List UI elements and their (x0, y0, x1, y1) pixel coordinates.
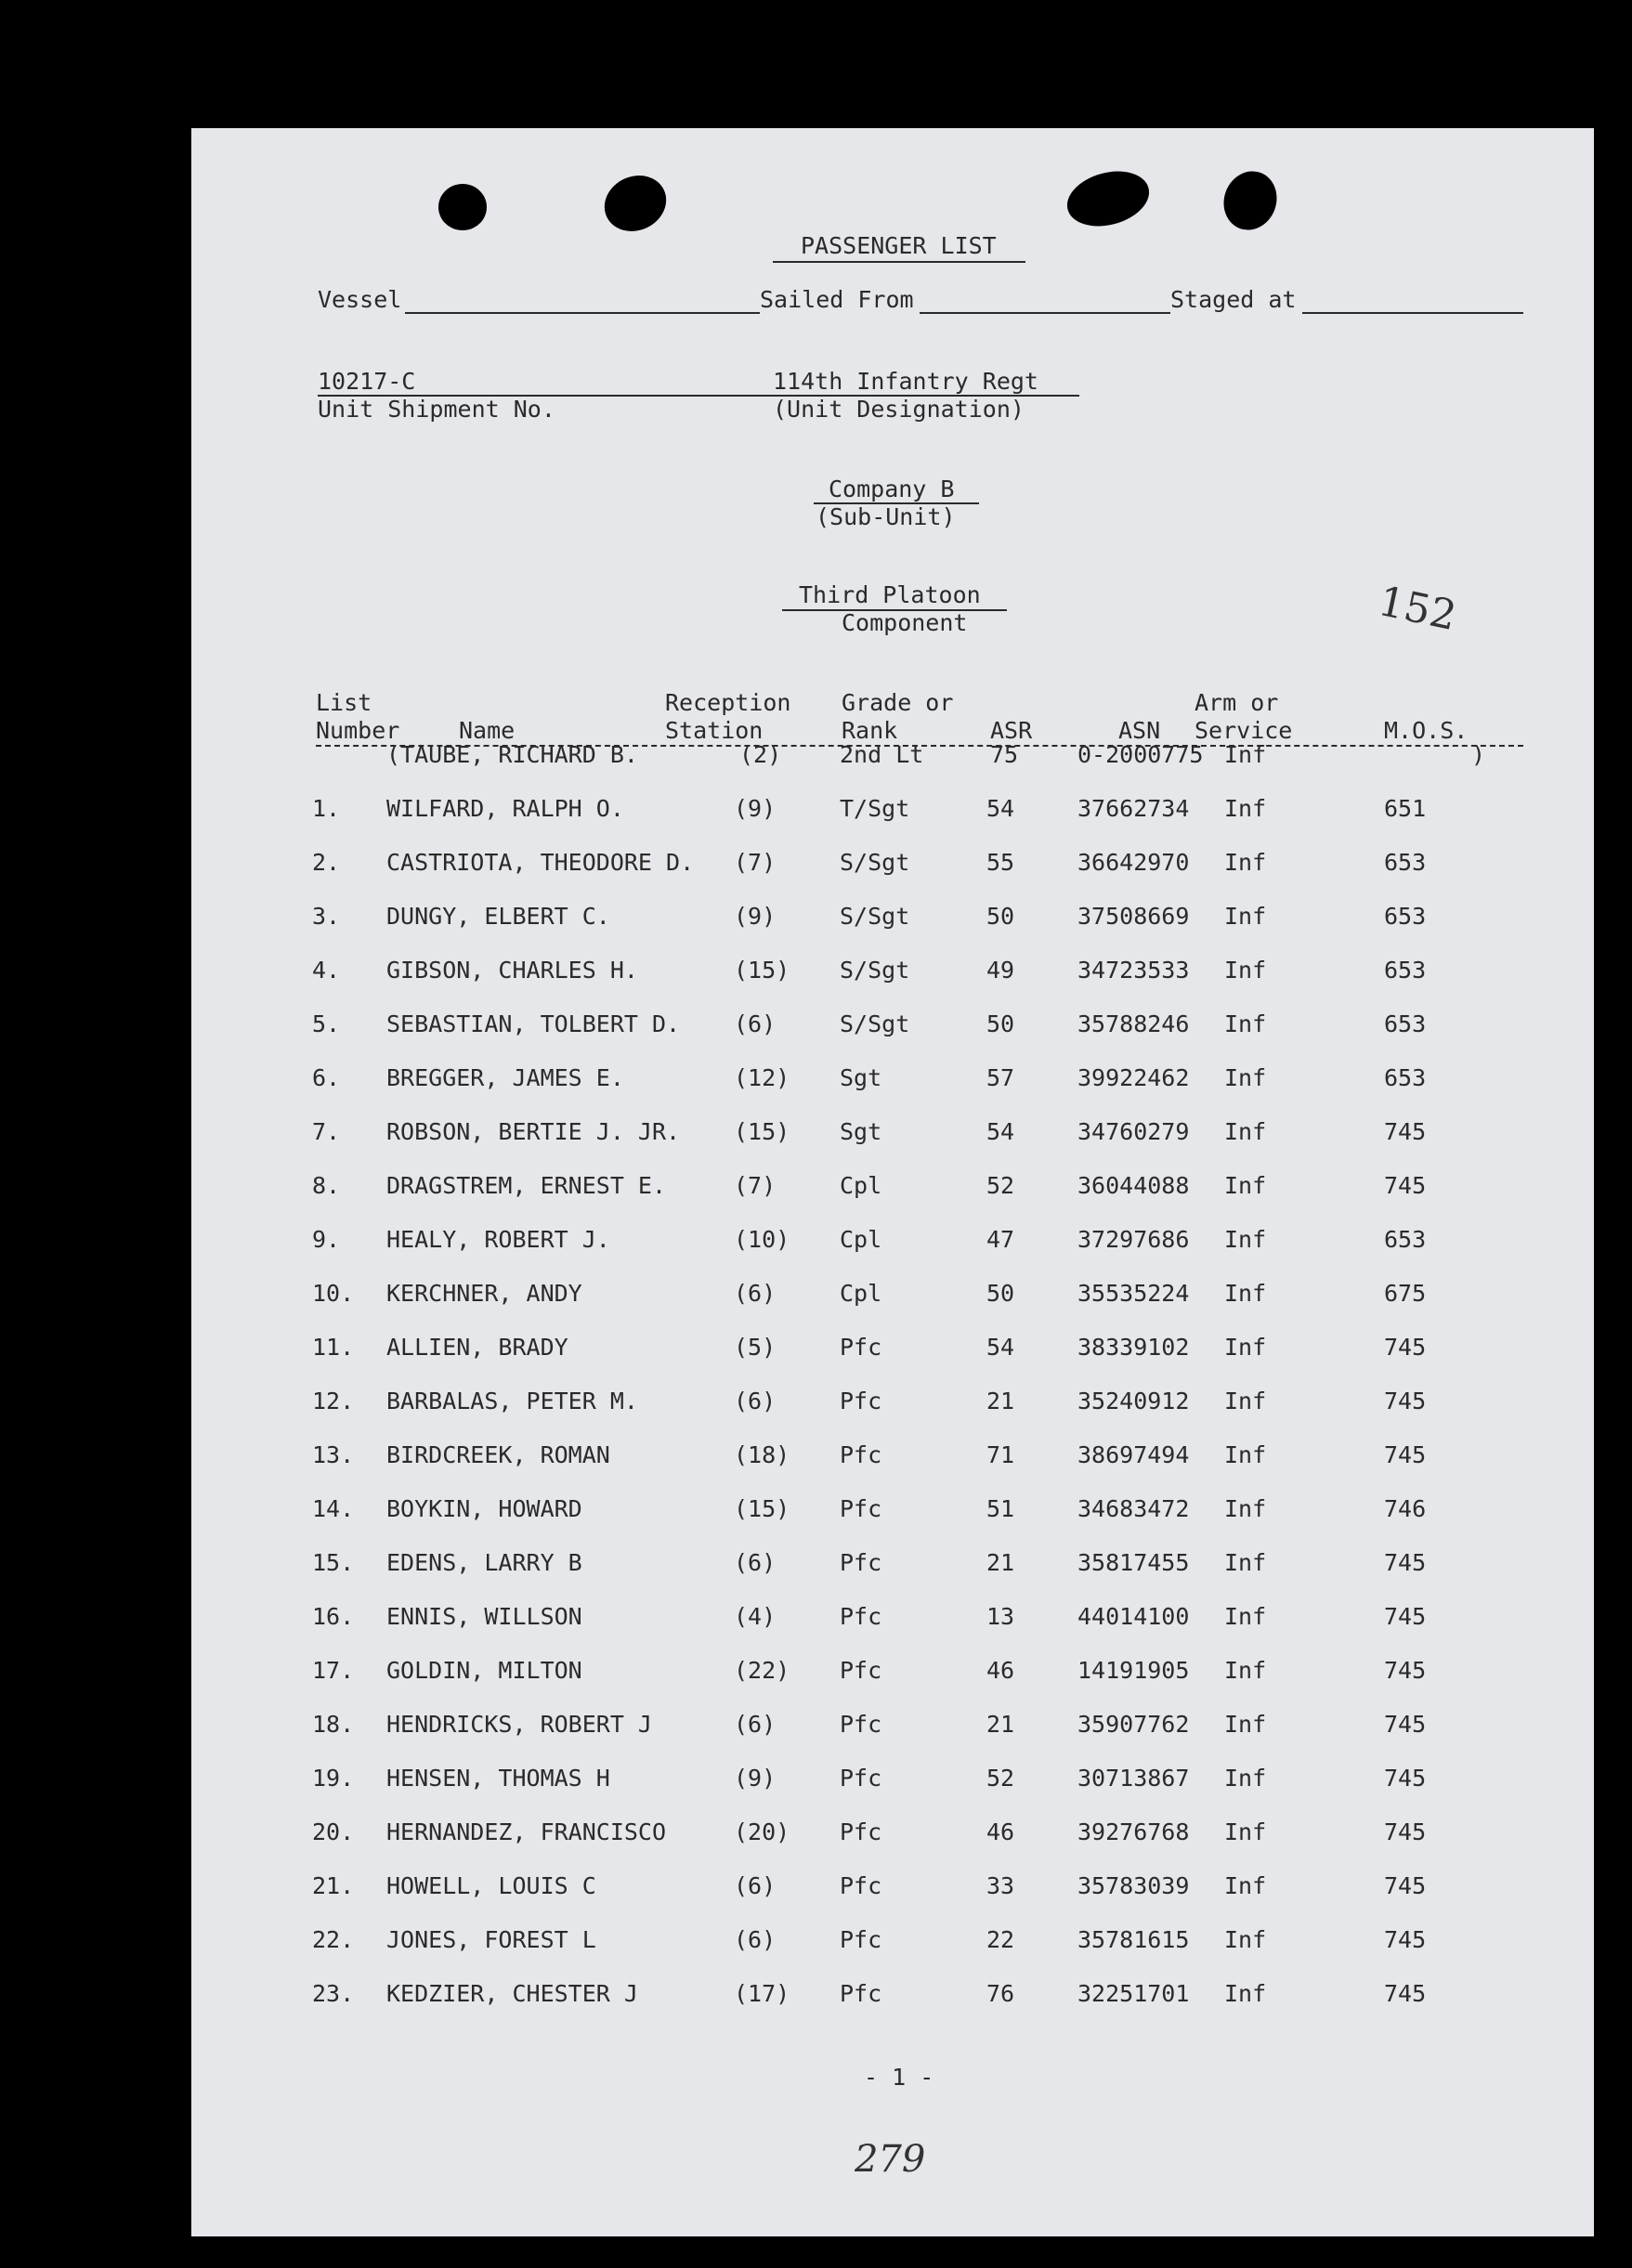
unit-shipment-no: 10217-C (318, 368, 416, 395)
sub-unit-label: (Sub-Unit) (816, 503, 956, 530)
passenger-name: KEDZIER, CHESTER J (386, 1980, 638, 2007)
reception-station: (20) (734, 1818, 790, 1845)
table-row (0, 1118, 1632, 1146)
table-row (0, 1388, 1632, 1415)
reception-station: (12) (734, 1064, 790, 1091)
page-number: - 1 - (864, 2064, 934, 2091)
row-number: 17. (312, 1657, 355, 1684)
asr: 52 (986, 1765, 1015, 1792)
table-row (0, 1495, 1632, 1523)
passenger-name: BIRDCREEK, ROMAN (386, 1441, 610, 1468)
asn: 35907762 (1077, 1711, 1190, 1738)
grade: Pfc (840, 1334, 882, 1361)
table-row (0, 1603, 1632, 1631)
mos: 653 (1384, 1010, 1427, 1037)
grade: S/Sgt (840, 1010, 910, 1037)
table-row (0, 1172, 1632, 1200)
reception-station: (7) (734, 849, 777, 876)
handwritten-number: 279 (855, 2138, 926, 2181)
reception-station: (17) (734, 1980, 790, 2007)
asr: 54 (986, 1334, 1015, 1361)
grade: S/Sgt (840, 849, 910, 876)
passenger-name: DUNGY, ELBERT C. (386, 903, 610, 930)
table-row (0, 1549, 1632, 1577)
asr: 54 (986, 1118, 1015, 1145)
arm-service: Inf (1224, 1388, 1267, 1414)
asr: 21 (986, 1711, 1015, 1738)
reception-station: (15) (734, 1118, 790, 1145)
staged-at-field (1302, 312, 1523, 314)
mos: 653 (1384, 903, 1427, 930)
asn: 35783039 (1077, 1872, 1190, 1899)
arm-service: Inf (1224, 849, 1267, 876)
asr: 76 (986, 1980, 1015, 2007)
arm-service: Inf (1224, 1872, 1267, 1899)
table-row (0, 795, 1632, 823)
grade: Pfc (840, 1441, 882, 1468)
unit-designation: 114th Infantry Regt (773, 368, 1038, 395)
mos: 653 (1384, 1226, 1427, 1253)
sailed-from-label: Sailed From (760, 286, 914, 313)
row-number: 2. (312, 849, 341, 876)
row-number: 4. (312, 957, 341, 984)
row-number: 5. (312, 1010, 341, 1037)
asr: 21 (986, 1388, 1015, 1414)
asn: 34760279 (1077, 1118, 1190, 1145)
reception-station: (15) (734, 957, 790, 984)
reception-station: (6) (734, 1711, 777, 1738)
asn: 34723533 (1077, 957, 1190, 984)
reception-station: (6) (734, 1010, 777, 1037)
table-row (0, 957, 1632, 984)
arm-service: Inf (1224, 903, 1267, 930)
passenger-name: EDENS, LARRY B (386, 1549, 582, 1576)
passenger-name: ROBSON, BERTIE J. JR. (386, 1118, 681, 1145)
stamp-number: 152 (1374, 577, 1461, 641)
grade: T/Sgt (840, 795, 910, 822)
asn: 37297686 (1077, 1226, 1190, 1253)
reception-station: (6) (734, 1388, 777, 1414)
asn: 36044088 (1077, 1172, 1190, 1199)
row-number: 12. (312, 1388, 355, 1414)
passenger-name: HOWELL, LOUIS C (386, 1872, 596, 1899)
passenger-name: HENDRICKS, ROBERT J (386, 1711, 652, 1738)
asr: 57 (986, 1064, 1015, 1091)
col-grade: Grade or Rank (842, 689, 954, 744)
row-number: 21. (312, 1872, 355, 1899)
row-number: 1. (312, 795, 341, 822)
staged-at-label: Staged at (1170, 286, 1297, 313)
asn: 44014100 (1077, 1603, 1190, 1630)
asr: 21 (986, 1549, 1015, 1576)
table-row (0, 1657, 1632, 1685)
asr: 13 (986, 1603, 1015, 1630)
mos: 653 (1384, 849, 1427, 876)
grade: Pfc (840, 1388, 882, 1414)
asr: 46 (986, 1657, 1015, 1684)
grade: Pfc (840, 1603, 882, 1630)
officer-close: ) (1471, 741, 1486, 768)
vessel-label: Vessel (318, 286, 402, 313)
asn: 36642970 (1077, 849, 1190, 876)
row-number: 14. (312, 1495, 355, 1522)
mos: 653 (1384, 957, 1427, 984)
arm-service: Inf (1224, 1226, 1267, 1253)
officer-rs: (2) (739, 741, 782, 768)
col-asn: ASN (1118, 717, 1161, 744)
reception-station: (10) (734, 1226, 790, 1253)
reception-station: (4) (734, 1603, 777, 1630)
arm-service: Inf (1224, 1549, 1267, 1576)
passenger-name: SEBASTIAN, TOLBERT D. (386, 1010, 681, 1037)
arm-service: Inf (1224, 1926, 1267, 1953)
arm-service: Inf (1224, 1657, 1267, 1684)
grade: Cpl (840, 1226, 882, 1253)
grade: Pfc (840, 1711, 882, 1738)
passenger-name: ALLIEN, BRADY (386, 1334, 568, 1361)
row-number: 23. (312, 1980, 355, 2007)
asr: 50 (986, 1280, 1015, 1307)
asn: 34683472 (1077, 1495, 1190, 1522)
table-row (0, 1064, 1632, 1092)
grade: Pfc (840, 1765, 882, 1792)
table-row (0, 903, 1632, 931)
table-row (0, 1926, 1632, 1954)
officer-arm: Inf (1224, 741, 1267, 768)
arm-service: Inf (1224, 795, 1267, 822)
passenger-name: KERCHNER, ANDY (386, 1280, 582, 1307)
asr: 50 (986, 1010, 1015, 1037)
asn: 35788246 (1077, 1010, 1190, 1037)
arm-service: Inf (1224, 1818, 1267, 1845)
component: Third Platoon (799, 581, 981, 608)
passenger-name: GOLDIN, MILTON (386, 1657, 582, 1684)
col-name: Name (459, 717, 516, 744)
asr: 51 (986, 1495, 1015, 1522)
reception-station: (6) (734, 1872, 777, 1899)
reception-station: (5) (734, 1334, 777, 1361)
officer-row (0, 741, 1632, 769)
unit-designation-label: (Unit Designation) (773, 396, 1025, 423)
row-number: 18. (312, 1711, 355, 1738)
col-reception-station: Reception Station (665, 689, 791, 744)
grade: Pfc (840, 1657, 882, 1684)
reception-station: (6) (734, 1280, 777, 1307)
asr: 49 (986, 957, 1015, 984)
asn: 39276768 (1077, 1818, 1190, 1845)
asn: 38339102 (1077, 1334, 1190, 1361)
asr: 54 (986, 795, 1015, 822)
officer-asr: 75 (990, 741, 1019, 768)
asn: 35817455 (1077, 1549, 1190, 1576)
grade: Pfc (840, 1980, 882, 2007)
passenger-name: CASTRIOTA, THEODORE D. (386, 849, 695, 876)
row-number: 6. (312, 1064, 341, 1091)
table-row (0, 1334, 1632, 1362)
arm-service: Inf (1224, 957, 1267, 984)
table-row (0, 1280, 1632, 1308)
asn: 37508669 (1077, 903, 1190, 930)
table-row (0, 1980, 1632, 2008)
asn: 35781615 (1077, 1926, 1190, 1953)
passenger-name: HEALY, ROBERT J. (386, 1226, 610, 1253)
asr: 71 (986, 1441, 1015, 1468)
mos: 745 (1384, 1711, 1427, 1738)
reception-station: (7) (734, 1172, 777, 1199)
asr: 52 (986, 1172, 1015, 1199)
grade: Pfc (840, 1926, 882, 1953)
row-number: 15. (312, 1549, 355, 1576)
punch-hole (438, 184, 487, 230)
asn: 37662734 (1077, 795, 1190, 822)
passenger-name: DRAGSTREM, ERNEST E. (386, 1172, 667, 1199)
grade: Pfc (840, 1818, 882, 1845)
mos: 745 (1384, 1872, 1427, 1899)
mos: 745 (1384, 1334, 1427, 1361)
asn: 35535224 (1077, 1280, 1190, 1307)
sailed-from-field (920, 312, 1170, 314)
mos: 745 (1384, 1926, 1427, 1953)
asn: 32251701 (1077, 1980, 1190, 2007)
arm-service: Inf (1224, 1334, 1267, 1361)
passenger-name: HENSEN, THOMAS H (386, 1765, 610, 1792)
row-number: 20. (312, 1818, 355, 1845)
officer-asn: 0-2000775 (1077, 741, 1204, 768)
asr: 47 (986, 1226, 1015, 1253)
component-label: Component (842, 609, 968, 636)
col-list-number: List Number (316, 689, 400, 744)
row-number: 8. (312, 1172, 341, 1199)
reception-station: (9) (734, 795, 777, 822)
grade: Cpl (840, 1172, 882, 1199)
mos: 745 (1384, 1603, 1427, 1630)
arm-service: Inf (1224, 1172, 1267, 1199)
passenger-name: BARBALAS, PETER M. (386, 1388, 638, 1414)
mos: 675 (1384, 1280, 1427, 1307)
mos: 745 (1384, 1765, 1427, 1792)
reception-station: (22) (734, 1657, 790, 1684)
grade: S/Sgt (840, 957, 910, 984)
row-number: 16. (312, 1603, 355, 1630)
mos: 745 (1384, 1172, 1427, 1199)
asn: 35240912 (1077, 1388, 1190, 1414)
asn: 38697494 (1077, 1441, 1190, 1468)
passenger-name: ENNIS, WILLSON (386, 1603, 582, 1630)
mos: 745 (1384, 1549, 1427, 1576)
passenger-name: BOYKIN, HOWARD (386, 1495, 582, 1522)
row-number: 9. (312, 1226, 341, 1253)
asr: 33 (986, 1872, 1015, 1899)
arm-service: Inf (1224, 1441, 1267, 1468)
passenger-name: BREGGER, JAMES E. (386, 1064, 624, 1091)
asr: 50 (986, 903, 1015, 930)
table-row (0, 1765, 1632, 1792)
grade: Sgt (840, 1064, 882, 1091)
vessel-field (405, 312, 760, 314)
sub-unit: Company B (829, 476, 955, 502)
table-row (0, 849, 1632, 877)
page-title: PASSENGER LIST (801, 232, 997, 259)
arm-service: Inf (1224, 1118, 1267, 1145)
mos: 745 (1384, 1657, 1427, 1684)
table-row (0, 1441, 1632, 1469)
passenger-name: GIBSON, CHARLES H. (386, 957, 638, 984)
row-number: 3. (312, 903, 341, 930)
col-mos: M.O.S. (1384, 717, 1469, 744)
mos: 746 (1384, 1495, 1427, 1522)
arm-service: Inf (1224, 1010, 1267, 1037)
officer-grade: 2nd Lt (840, 741, 924, 768)
officer-name: (TAUBE, RICHARD B. (386, 741, 638, 768)
arm-service: Inf (1224, 1711, 1267, 1738)
unit-shipment-label: Unit Shipment No. (318, 396, 555, 423)
mos: 745 (1384, 1118, 1427, 1145)
asr: 22 (986, 1926, 1015, 1953)
asr: 46 (986, 1818, 1015, 1845)
arm-service: Inf (1224, 1064, 1267, 1091)
arm-service: Inf (1224, 1980, 1267, 2007)
row-number: 10. (312, 1280, 355, 1307)
arm-service: Inf (1224, 1280, 1267, 1307)
table-row (0, 1872, 1632, 1900)
reception-station: (9) (734, 903, 777, 930)
row-number: 7. (312, 1118, 341, 1145)
row-number: 19. (312, 1765, 355, 1792)
col-arm: Arm or Service (1195, 689, 1293, 744)
arm-service: Inf (1224, 1765, 1267, 1792)
mos: 653 (1384, 1064, 1427, 1091)
grade: Pfc (840, 1549, 882, 1576)
mos: 745 (1384, 1818, 1427, 1845)
row-number: 13. (312, 1441, 355, 1468)
arm-service: Inf (1224, 1603, 1267, 1630)
asn: 14191905 (1077, 1657, 1190, 1684)
mos: 651 (1384, 795, 1427, 822)
grade: Cpl (840, 1280, 882, 1307)
reception-station: (6) (734, 1549, 777, 1576)
table-row (0, 1711, 1632, 1739)
col-asr: ASR (990, 717, 1033, 744)
asn: 39922462 (1077, 1064, 1190, 1091)
asn: 30713867 (1077, 1765, 1190, 1792)
passenger-name: HERNANDEZ, FRANCISCO (386, 1818, 667, 1845)
grade: Sgt (840, 1118, 882, 1145)
table-row (0, 1226, 1632, 1254)
arm-service: Inf (1224, 1495, 1267, 1522)
row-number: 22. (312, 1926, 355, 1953)
reception-station: (15) (734, 1495, 790, 1522)
asr: 55 (986, 849, 1015, 876)
grade: Pfc (840, 1872, 882, 1899)
row-number: 11. (312, 1334, 355, 1361)
mos: 745 (1384, 1388, 1427, 1414)
reception-station: (18) (734, 1441, 790, 1468)
mos: 745 (1384, 1441, 1427, 1468)
passenger-name: JONES, FOREST L (386, 1926, 596, 1953)
mos: 745 (1384, 1980, 1427, 2007)
passenger-name: WILFARD, RALPH O. (386, 795, 624, 822)
reception-station: (6) (734, 1926, 777, 1953)
table-row (0, 1010, 1632, 1038)
grade: S/Sgt (840, 903, 910, 930)
table-row (0, 1818, 1632, 1846)
grade: Pfc (840, 1495, 882, 1522)
reception-station: (9) (734, 1765, 777, 1792)
